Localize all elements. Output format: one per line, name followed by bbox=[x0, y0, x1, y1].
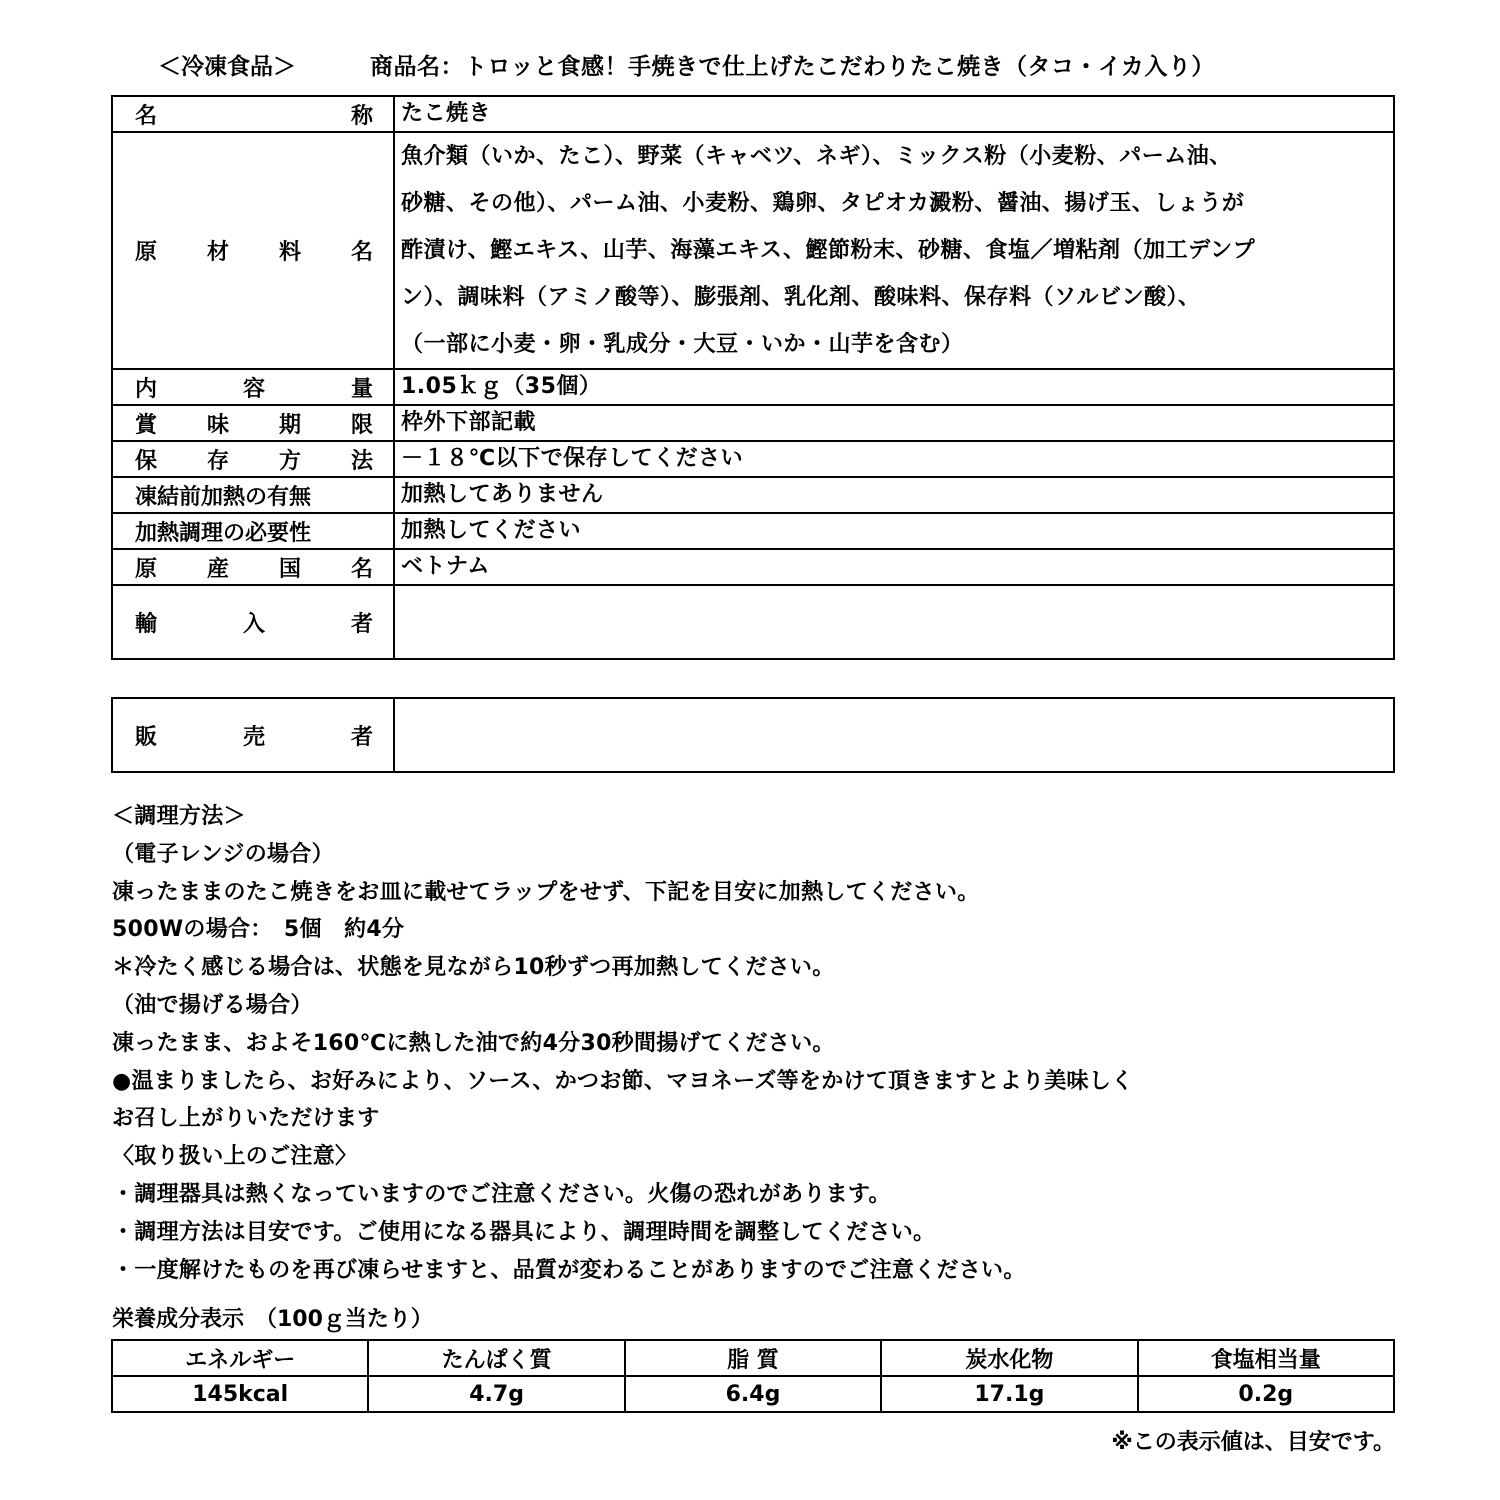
spec-label-char: 名 bbox=[350, 240, 373, 265]
spec-label-char: 料 bbox=[278, 240, 301, 265]
spec-value bbox=[394, 441, 1394, 477]
spec-value bbox=[394, 369, 1394, 405]
footnote: ※この表示値は、目安です。 bbox=[1111, 1430, 1395, 1455]
instruction-line: お召し上がりいただけます bbox=[112, 1106, 380, 1132]
spec-label bbox=[112, 369, 394, 405]
spec-label-char: 称 bbox=[350, 103, 373, 129]
nutrition-table bbox=[111, 1339, 1395, 1413]
spec-value-line: 加熱してください bbox=[401, 518, 582, 543]
spec-row bbox=[112, 441, 1394, 477]
spec-label-char: 原 bbox=[135, 556, 158, 582]
nutrition-header: エネルギー bbox=[112, 1340, 368, 1376]
spec-label bbox=[112, 132, 394, 369]
nutrition-header-row bbox=[112, 1340, 1394, 1376]
instruction-line: 凍ったまま、およそ160℃に熱した油で約4分30秒間揚げてください。 bbox=[112, 1030, 835, 1056]
instruction-line: 500Wの場合： 5個 約4分 bbox=[112, 917, 405, 943]
spec-value-line: （一部に小麦・卵・乳成分・大豆・いか・山芋を含む） bbox=[401, 332, 964, 357]
nutrition-value: 145kcal bbox=[112, 1376, 368, 1412]
nutrition-title: 栄養成分表示 （100ｇ当たり） bbox=[112, 1307, 433, 1332]
spec-value-line: たこ焼き bbox=[401, 101, 492, 126]
cooking-instructions bbox=[112, 798, 1392, 1289]
spec-label-char: 法 bbox=[350, 448, 373, 474]
spec-label bbox=[112, 441, 394, 477]
instruction-line: ・一度解けたものを再び凍らせますと、品質が変わることがありますのでご注意ください。 bbox=[112, 1257, 1026, 1283]
spec-row bbox=[112, 585, 1394, 659]
spec-label-char: 輸 bbox=[135, 611, 158, 637]
spec-label-char: 内 bbox=[135, 376, 158, 402]
spec-label-char: 産 bbox=[206, 556, 229, 582]
spec-value-line: ベトナム bbox=[401, 554, 490, 579]
instruction-line: ＜調理方法＞ bbox=[112, 804, 246, 829]
spec-table bbox=[111, 95, 1395, 660]
nutrition-value-row bbox=[112, 1376, 1394, 1412]
instruction-line: 凍ったままのたこ焼きをお皿に載せてラップをせず、下記を目安に加熱してください。 bbox=[112, 879, 980, 905]
seller-label-char: 者 bbox=[350, 724, 373, 750]
spec-label-char: 存 bbox=[206, 448, 229, 474]
spec-label bbox=[112, 477, 394, 513]
spec-label-char: 方 bbox=[278, 448, 301, 474]
spec-label-char: 者 bbox=[350, 611, 373, 637]
spec-label-char: 材 bbox=[206, 240, 229, 265]
spec-value-line: 酢漬け、鰹エキス、山芋、海藻エキス、鰹節粉末、砂糖、食塩／増粘剤（加工デンプ bbox=[401, 238, 1256, 263]
spec-label bbox=[112, 585, 394, 659]
spec-label-char: 容 bbox=[242, 376, 265, 402]
spec-value bbox=[394, 132, 1394, 369]
spec-value-line: 魚介類（いか、たこ）、野菜（キャベツ、ネギ）、ミックス粉（小麦粉、パーム油、 bbox=[401, 144, 1232, 169]
nutrition-value: 17.1g bbox=[881, 1376, 1137, 1412]
spec-value bbox=[394, 96, 1394, 132]
spec-label-char: 期 bbox=[278, 412, 301, 438]
spec-value-line: 砂糖、その他）、パーム油、小麦粉、鶏卵、タピオカ澱粉、醤油、揚げ玉、しょうが bbox=[401, 191, 1245, 216]
instruction-line: ・調理器具は熱くなっていますのでご注意ください。火傷の恐れがあります。 bbox=[112, 1181, 891, 1207]
spec-value-line: 1.05ｋｇ（35個） bbox=[401, 374, 602, 399]
spec-value bbox=[394, 549, 1394, 585]
spec-row bbox=[112, 549, 1394, 585]
seller-label-char: 販 bbox=[135, 724, 158, 750]
header bbox=[158, 48, 1388, 80]
spec-value bbox=[394, 513, 1394, 549]
spec-label bbox=[112, 96, 394, 132]
seller-label-char: 売 bbox=[242, 724, 265, 750]
instruction-line: （電子レンジの場合） bbox=[112, 841, 334, 867]
nutrition-header: たんぱく質 bbox=[368, 1340, 624, 1376]
nutrition-value: 6.4g bbox=[625, 1376, 881, 1412]
spec-label bbox=[112, 405, 394, 441]
spec-label-char: 量 bbox=[350, 376, 373, 402]
nutrition-value: 4.7g bbox=[368, 1376, 624, 1412]
spec-row bbox=[112, 405, 1394, 441]
nutrition-value: 0.2g bbox=[1138, 1376, 1394, 1412]
instruction-line: ・調理方法は目安です。ご使用になる器具により、調理時間を調整してください。 bbox=[112, 1219, 936, 1245]
product-name: 商品名：トロッと食感！手焼きで仕上げたこだわりたこ焼き（タコ・イカ入り） bbox=[370, 54, 1215, 80]
spec-value bbox=[394, 585, 1394, 659]
spec-label-char: 限 bbox=[350, 412, 373, 438]
spec-row bbox=[112, 132, 1394, 369]
spec-value bbox=[394, 477, 1394, 513]
spec-label bbox=[112, 549, 394, 585]
spec-label-char: 保 bbox=[135, 448, 158, 474]
spec-label-char: 凍結前加熱の有無 bbox=[135, 484, 312, 510]
spec-label-char: 加熱調理の必要性 bbox=[135, 520, 312, 546]
nutrition-header: 食塩相当量 bbox=[1138, 1340, 1394, 1376]
spec-row bbox=[112, 96, 1394, 132]
instruction-line: ＊冷たく感じる場合は、状態を見ながら10秒ずつ再加熱してください。 bbox=[112, 955, 835, 981]
spec-value bbox=[394, 405, 1394, 441]
seller-row bbox=[112, 698, 1394, 772]
instruction-line: 〈取り扱い上のご注意〉 bbox=[112, 1144, 358, 1170]
spec-label-char: 名 bbox=[135, 103, 158, 129]
spec-label bbox=[112, 513, 394, 549]
spec-label-char: 味 bbox=[206, 412, 229, 438]
instruction-line: ●温まりましたら、お好みにより、ソース、かつお節、マヨネーズ等をかけて頂きますとより美味しく bbox=[112, 1068, 1134, 1094]
spec-label-char: 原 bbox=[135, 240, 158, 265]
spec-label-char: 入 bbox=[242, 611, 265, 637]
instruction-line: （油で揚げる場合） bbox=[112, 992, 313, 1018]
spec-label-char: 賞 bbox=[135, 412, 158, 438]
spec-row bbox=[112, 513, 1394, 549]
seller-value bbox=[394, 698, 1394, 772]
seller-label bbox=[112, 698, 394, 772]
spec-label-char: 国 bbox=[278, 556, 301, 582]
spec-label-char: 名 bbox=[350, 556, 373, 582]
nutrition-header: 炭水化物 bbox=[881, 1340, 1137, 1376]
spec-value-line: ン）、調味料（アミノ酸等）、膨張剤、乳化剤、酸味料、保存料（ソルビン酸）、 bbox=[401, 285, 1201, 310]
spec-value-line: －１８℃以下で保存してください bbox=[401, 446, 744, 471]
spec-value-line: 枠外下部記載 bbox=[401, 410, 537, 435]
seller-table bbox=[111, 697, 1395, 773]
spec-value-line: 加熱してありません bbox=[401, 482, 604, 507]
spec-row bbox=[112, 477, 1394, 513]
spec-row bbox=[112, 369, 1394, 405]
category-label: ＜冷凍食品＞ bbox=[158, 54, 296, 80]
nutrition-header: 脂 質 bbox=[625, 1340, 881, 1376]
